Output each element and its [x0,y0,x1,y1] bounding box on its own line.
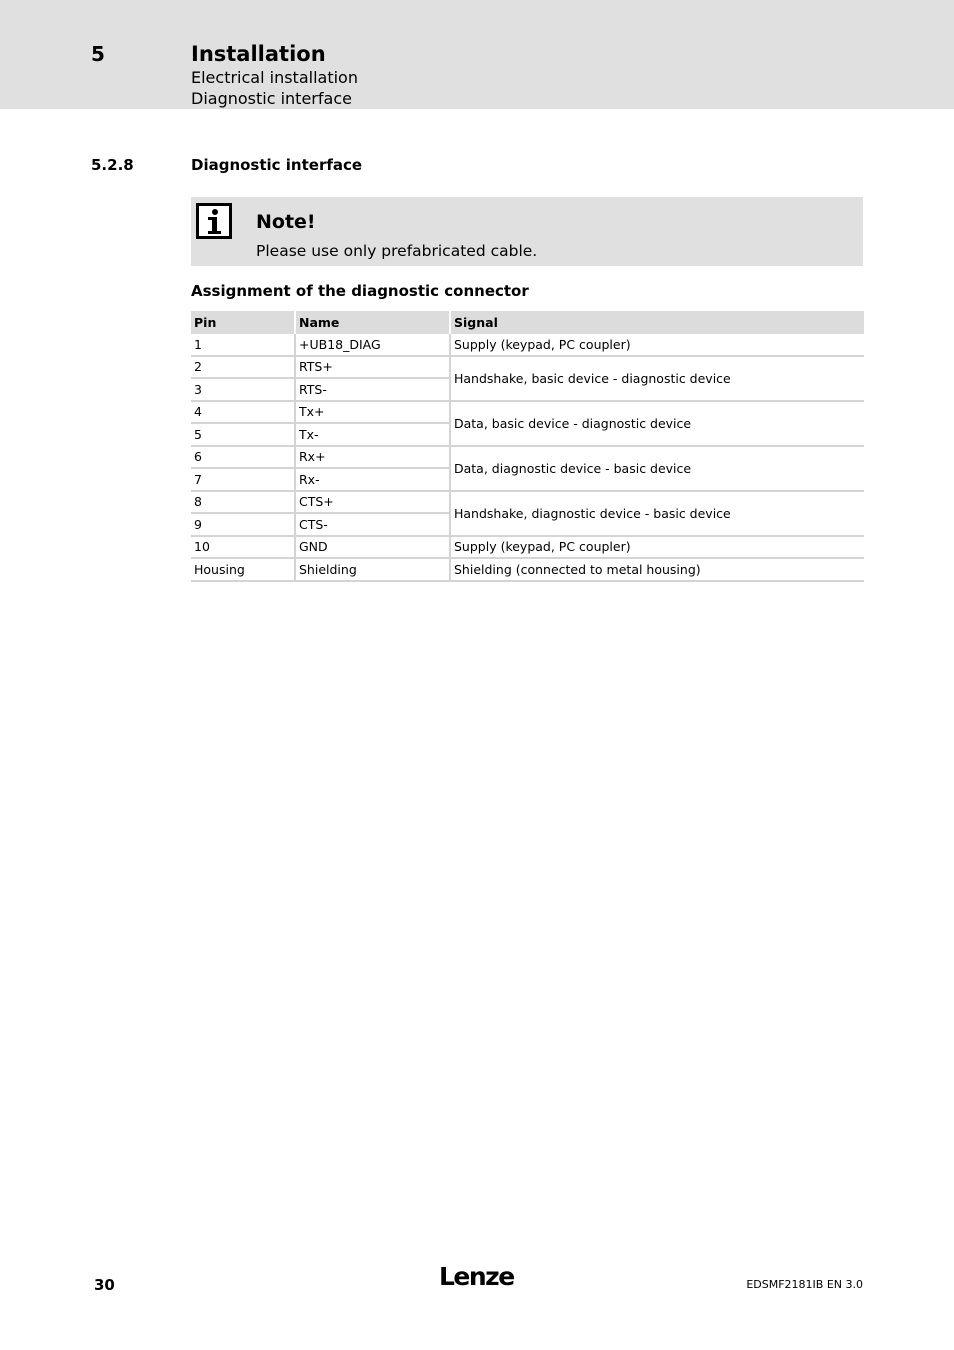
pin-cell: 1 [191,334,295,356]
signal-cell: Data, basic device - diagnostic device [450,401,864,446]
table-row [191,536,864,559]
page-number: 30 [94,1276,115,1294]
note-box [191,197,863,266]
chapter-header [0,0,954,109]
pin-cell: 4 [191,401,295,424]
brand-logo: Lenze [439,1262,514,1291]
name-cell: Tx+ [295,401,450,424]
chapter-number: 5 [91,42,105,66]
pin-cell: 5 [191,423,295,446]
pin-cell: Housing [191,558,295,581]
pin-cell: 6 [191,446,295,469]
table-row [191,558,864,581]
name-cell: CTS+ [295,491,450,514]
table-title: Assignment of the diagnostic connector [191,282,529,300]
table-row [191,491,864,514]
section-number: 5.2.8 [91,156,134,174]
pin-cell: 8 [191,491,295,514]
note-title: Note! [256,211,316,233]
name-cell: Shielding [295,558,450,581]
name-cell: Rx+ [295,446,450,469]
table-header-row [191,311,864,334]
document-id: EDSMF2181IB EN 3.0 [746,1278,863,1291]
table-row [191,401,864,424]
pin-cell: 3 [191,378,295,401]
header-pin: Pin [191,311,295,334]
chapter-subtitle-2: Diagnostic interface [191,89,352,108]
name-cell: CTS- [295,513,450,536]
pin-cell: 9 [191,513,295,536]
name-cell: RTS+ [295,356,450,379]
signal-cell: Handshake, diagnostic device - basic device [450,491,864,536]
signal-cell: Supply (keypad, PC coupler) [450,536,864,559]
signal-cell: Handshake, basic device - diagnostic device [450,356,864,401]
name-cell: RTS- [295,378,450,401]
name-cell: Rx- [295,468,450,491]
pin-cell: 10 [191,536,295,559]
header-name: Name [295,311,450,334]
chapter-title: Installation [191,42,326,66]
section-title: Diagnostic interface [191,156,363,174]
signal-cell: Shielding (connected to metal housing) [450,558,864,581]
name-cell: +UB18_DIAG [295,334,450,356]
table-row [191,356,864,379]
signal-cell: Data, diagnostic device - basic device [450,446,864,491]
info-icon [196,203,232,239]
header-signal: Signal [450,311,864,334]
pin-cell: 7 [191,468,295,491]
table-row [191,334,864,356]
pin-cell: 2 [191,356,295,379]
name-cell: GND [295,536,450,559]
signal-cell: Supply (keypad, PC coupler) [450,334,864,356]
pin-assignment-table [191,311,864,582]
table-row [191,446,864,469]
note-text: Please use only prefabricated cable. [256,242,538,260]
name-cell: Tx- [295,423,450,446]
chapter-subtitle-1: Electrical installation [191,68,358,87]
